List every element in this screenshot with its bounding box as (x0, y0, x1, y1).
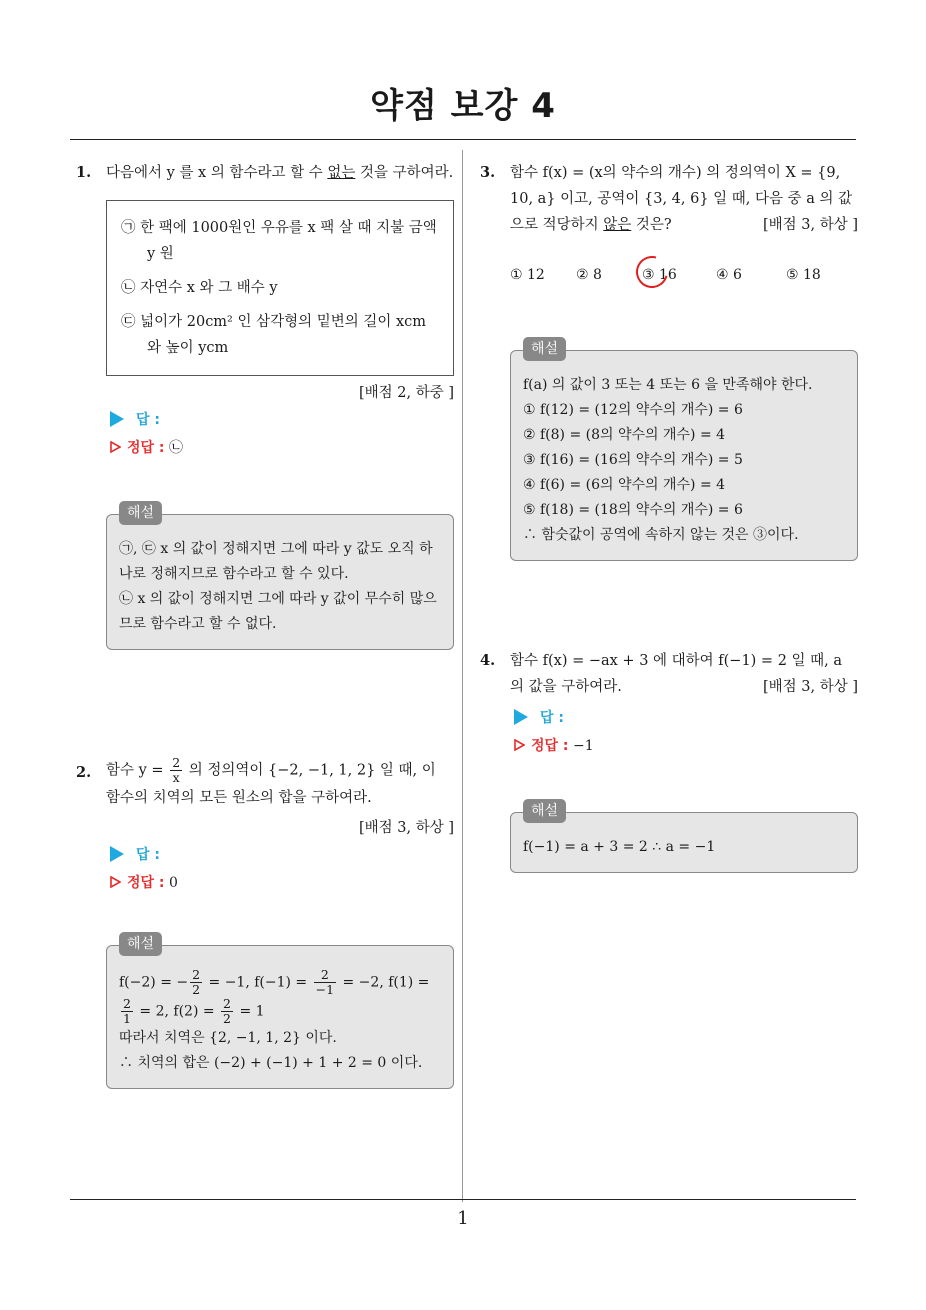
problem-3 (474, 160, 858, 561)
answer-line: 답 : (110, 406, 454, 434)
problem-4 (474, 648, 858, 873)
explanation-line: ② f(8) = (8의 약수의 개수) = 4 (523, 427, 726, 443)
correct-answer-line: 정답 : −1 (514, 732, 858, 760)
bottom-rule (70, 1199, 856, 1200)
explanation-box (510, 341, 858, 561)
choice-2[interactable]: ② 8 (576, 267, 602, 283)
choice-5[interactable]: ⑤ 18 (786, 267, 821, 283)
explanation-line: ㉡ x 의 값이 정해지면 그에 따라 y 값이 무수히 많으므로 함수라고 할 수 없다. (119, 591, 437, 632)
explanation-line: f(a) 의 값이 3 또는 4 또는 6 을 만족해야 한다. (523, 377, 813, 393)
problem-number: 3. (480, 164, 496, 181)
explanation-line: ∴ 치역의 합은 (−2) + (−1) + 1 + 2 = 0 이다. (119, 1055, 423, 1071)
condition-item: ㉡ 자연수 x 와 그 배수 y (121, 280, 278, 296)
points-label: [배점 3, 하상 ] (358, 820, 454, 836)
page-title: 약점 보강 4 (370, 86, 556, 126)
choice-list (510, 262, 858, 288)
condition-item: ㉢ 넓이가 20cm² 인 삼각형의 밑변의 길이 xcm 와 높이 ycm (121, 314, 427, 356)
choice-3-marked[interactable]: ③ 16 (642, 262, 716, 288)
play-icon (110, 411, 124, 427)
correct-answer-line: 정답 : 0 (110, 869, 454, 897)
choice-1[interactable]: ① 12 (510, 267, 545, 283)
question-text: 함수 f(x) = (x의 약수의 개수) 의 정의역이 X = {9, 10, a} 이고, 공역이 {3, 4, 6} 일 때, 다음 중 a 의 값으로 적당하지 않은 것은? [배점 3, 하상 ] (510, 160, 858, 238)
top-rule (70, 139, 856, 140)
explanation-line: f(−2) = − $\frac{2}{2}$ = −1, f(−1) = $\frac{2}{-1}$ = −2, f(1) = (119, 967, 430, 997)
condition-item: ㉠ 한 팩에 1000원인 우유를 x 팩 살 때 지불 금액 y 원 (121, 220, 437, 262)
condition-box (106, 200, 454, 376)
explanation-line: 따라서 치역은 {2, −1, 1, 2} 이다. (119, 1030, 337, 1046)
problem-number: 2. (76, 764, 92, 781)
problem-2 (70, 756, 454, 1089)
explanation-line: ① f(12) = (12의 약수의 개수) = 6 (523, 402, 743, 418)
triangle-outline-icon (110, 441, 121, 453)
explanation-line: ㉠, ㉢ x 의 값이 정해지면 그에 따라 y 값도 오직 하나로 정해지므로 함수라고 할 수 있다. (119, 541, 433, 582)
triangle-outline-icon (110, 876, 121, 888)
question-text: 함수 f(x) = −ax + 3 에 대하여 f(−1) = 2 일 때, a 의 값을 구하여라. [배점 3, 하상 ] (510, 648, 858, 700)
explanation-line: ∴ 함숫값이 공역에 속하지 않는 것은 ③이다. (523, 527, 799, 543)
explanation-tag: 해설 (523, 337, 566, 361)
answer-line: 답 : (110, 841, 454, 869)
problem-number: 1. (76, 164, 92, 181)
explanation-tag: 해설 (119, 932, 162, 956)
problem-number: 4. (480, 652, 496, 669)
problem-1 (70, 160, 454, 650)
explanation-tag: 해설 (119, 501, 162, 525)
explanation-line: ③ f(16) = (16의 약수의 개수) = 5 (523, 452, 743, 468)
play-icon (110, 846, 124, 862)
triangle-outline-icon (514, 739, 525, 751)
explanation-box (510, 803, 858, 873)
explanation-line: f(−1) = a + 3 = 2 ∴ a = −1 (523, 839, 716, 855)
explanation-box (106, 505, 454, 650)
explanation-line: ④ f(6) = (6의 약수의 개수) = 4 (523, 477, 726, 493)
page-number: 1 (457, 1208, 469, 1229)
question-text: 함수 y = $\frac{2}{x}$ 의 정의역이 {−2, −1, 1, 2} 일 때, 이 함수의 치역의 모든 원소의 합을 구하여라. (106, 755, 436, 806)
points-label: [배점 3, 하상 ] (762, 679, 858, 695)
correct-answer-line: 정답 : ㉡ (110, 434, 454, 462)
explanation-box (106, 936, 454, 1089)
points-label: [배점 3, 하상 ] (762, 217, 858, 233)
explanation-tag: 해설 (523, 799, 566, 823)
play-icon (514, 709, 528, 725)
column-divider (462, 150, 463, 1202)
question-text: 다음에서 y 를 x 의 함수라고 할 수 없는 것을 구하여라. (106, 165, 454, 181)
explanation-line: $\frac{2}{1}$ = 2, f(2) = $\frac{2}{2}$ = 1 (123, 996, 265, 1026)
explanation-line: ⑤ f(18) = (18의 약수의 개수) = 6 (523, 502, 743, 518)
points-label: [배점 2, 하중 ] (358, 385, 454, 401)
answer-line: 답 : (514, 704, 858, 732)
choice-4[interactable]: ④ 6 (716, 267, 742, 283)
